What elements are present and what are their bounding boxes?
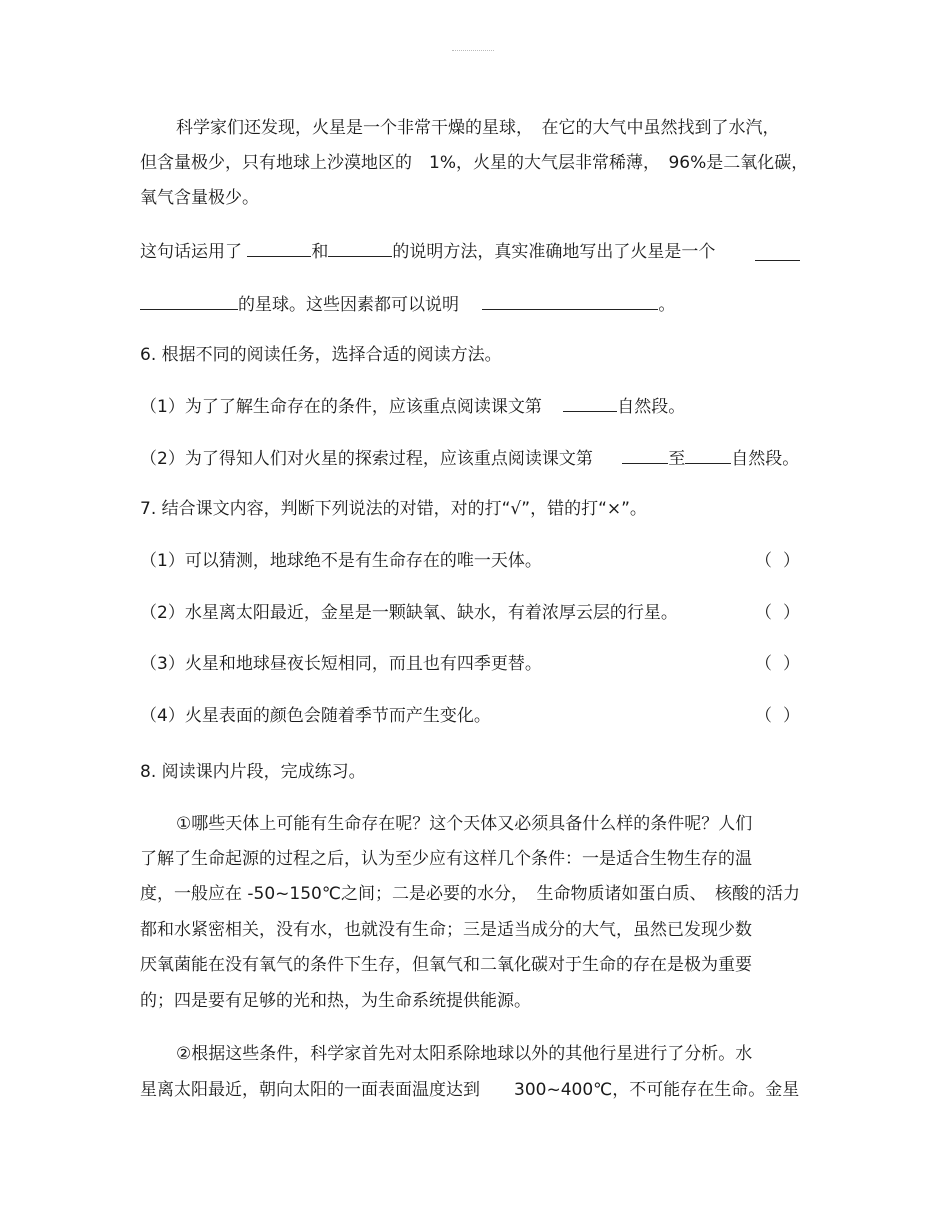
q7-item-1: （1）可以猜测，地球绝不是有生命存在的唯一天体。 <box>140 551 542 571</box>
q5-text-4: 的星球。这些因素都可以说明 <box>238 295 459 315</box>
q8-para2-line-1: ②根据这些条件，科学家首先对太阳系除地球以外的其他行星进行了分析。水 <box>176 1044 753 1064</box>
paren-close: ） <box>783 654 800 674</box>
q6-blank-1[interactable] <box>563 394 617 412</box>
q7-answer-3[interactable] <box>755 652 800 676</box>
q8-para1-line-1: ①哪些天体上可能有生命存在呢？这个天体又必须具备什么样的条件呢？人们 <box>176 814 753 834</box>
q6-blank-2a[interactable] <box>622 446 668 464</box>
q5-blank-conclusion[interactable] <box>482 292 658 310</box>
q8-para1-line-2: 了解了生命起源的过程之后，认为至少应有这样几个条件：一是适合生物生存的温 <box>140 849 752 869</box>
paren-close: ） <box>783 551 800 571</box>
paren-close: ） <box>783 603 800 623</box>
q5-text-3: 的说明方法，真实准确地写出了火星是一个 <box>392 242 716 262</box>
passage-line-2: 但含量极少，只有地球上沙漠地区的 1%，火星的大气层非常稀薄， 96%是二氧化碳， <box>140 153 809 173</box>
q6-blank-2b[interactable] <box>685 446 731 464</box>
q7-answer-1[interactable] <box>755 549 800 573</box>
q6-item-1 <box>140 394 685 419</box>
q5-text-2: 和 <box>311 242 329 262</box>
q5-blank-planet-trait-a[interactable] <box>755 243 800 261</box>
q8-para1-line-4: 都和水紧密相关，没有水，也就没有生命；三是适当成分的大气，虽然已发现少数 <box>140 920 752 940</box>
paren-close: ） <box>783 706 800 726</box>
q8-para1-line-3: 度，一般应在 -50~150℃之间；二是必要的水分， 生命物质诸如蛋白质、 核酸的活力 <box>140 884 800 904</box>
q5-text-1: 这句话运用了 <box>140 242 242 262</box>
q7-item-2: （2）水星离太阳最近，金星是一颗缺氧、缺水，有着浓厚云层的行星。 <box>140 603 678 623</box>
q5-blank-method-2[interactable] <box>328 239 392 257</box>
q6-item-2-suffix: 自然段。 <box>731 449 800 469</box>
paren-open: （ <box>755 654 772 674</box>
q5-line-2 <box>140 292 675 317</box>
paren-open: （ <box>755 603 772 623</box>
header-mark <box>452 50 494 51</box>
q8-para1-line-6: 的；四是要有足够的光和热，为生命系统提供能源。 <box>140 991 531 1011</box>
q5-text-5: 。 <box>658 295 676 315</box>
q6-item-2-text: （2）为了得知人们对火星的探索过程，应该重点阅读课文第 <box>140 449 593 469</box>
q6-item-2 <box>140 446 799 471</box>
q7-answer-4[interactable] <box>755 704 800 728</box>
passage-line-1: 科学家们还发现，火星是一个非常干燥的星球， 在它的大气中虽然找到了水汽， <box>176 118 780 138</box>
q7-title: 7. 结合课文内容，判断下列说法的对错，对的打“√”，错的打“×”。 <box>140 499 647 519</box>
q5-blank-planet-trait-b[interactable] <box>140 292 238 310</box>
q7-answer-2[interactable] <box>755 601 800 625</box>
passage-line-3: 氧气含量极少。 <box>140 188 259 208</box>
paren-open: （ <box>755 706 772 726</box>
q8-title: 8. 阅读课内片段，完成练习。 <box>140 762 366 782</box>
q7-item-4: （4）火星表面的颜色会随着季节而产生变化。 <box>140 706 491 726</box>
q6-item-2-mid: 至 <box>668 449 686 469</box>
q8-para1-line-5: 厌氧菌能在没有氧气的条件下生存，但氧气和二氧化碳对于生命的存在是极为重要 <box>140 955 752 975</box>
q6-item-1-text: （1）为了了解生命存在的条件，应该重点阅读课文第 <box>140 397 542 417</box>
paren-open: （ <box>755 551 772 571</box>
q7-item-3: （3）火星和地球昼夜长短相同，而且也有四季更替。 <box>140 654 542 674</box>
q6-title: 6. 根据不同的阅读任务，选择合适的阅读方法。 <box>140 345 502 365</box>
q8-para2-line-2: 星离太阳最近，朝向太阳的一面表面温度达到 300~400℃，不可能存在生命。金星 <box>140 1080 800 1100</box>
q5-line-1 <box>140 239 715 264</box>
q6-item-1-suffix: 自然段。 <box>617 397 686 417</box>
q5-blank-method-1[interactable] <box>247 239 311 257</box>
